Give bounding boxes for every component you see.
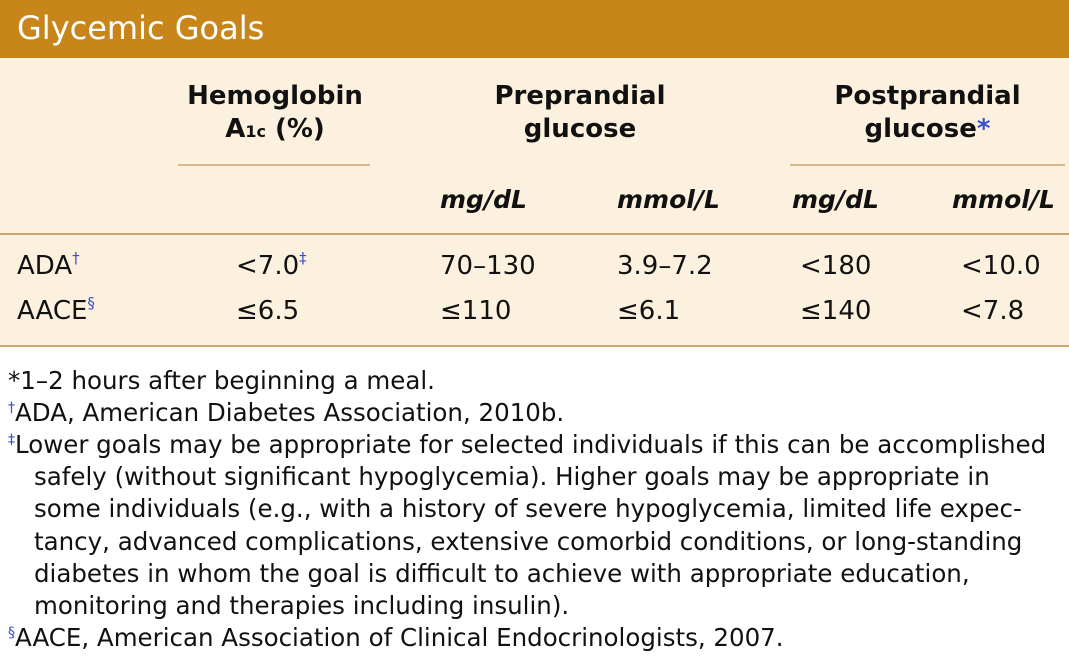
footnote-double-dagger (8, 430, 1046, 459)
cell-post-mmol: <10.0 (961, 251, 1041, 281)
footnote-line: safely (without significant hypoglycemia). Higher goals may be appropriate in (34, 462, 990, 491)
footnote-section-text: AACE, American Association of Clinical Endocrinologists, 2007. (15, 623, 784, 652)
footnote-line: some individuals (e.g., with a history of severe hypoglycemia, limited life expec- (34, 494, 1022, 523)
footnote-section-mark: § (8, 624, 15, 641)
header-hemoglobin (170, 80, 380, 148)
row-label (17, 296, 95, 326)
unit-pre-mg: mg/dL (440, 185, 527, 214)
unit-post-mg: mg/dL (792, 185, 879, 214)
row-label-text: ADA (17, 251, 73, 281)
footnote-line: diabetes in whom the goal is difficult to achieve with appropriate education, (34, 559, 970, 588)
footnote-line: tancy, advanced complications, extensive comorbid conditions, or long-standing (34, 527, 1023, 556)
header-preprandial (440, 80, 720, 146)
header-percent: (%) (265, 114, 325, 144)
cell-post-mg: ≤140 (800, 296, 872, 326)
footnote-double-dagger-line1: Lower goals may be appropriate for selected individuals if this can be accomplished (15, 430, 1047, 459)
dagger-mark: † (72, 249, 80, 267)
row-label (17, 251, 80, 281)
cell-pre-mg: 70–130 (440, 251, 536, 281)
title-bar (0, 0, 1069, 58)
footnote-double-dagger-mark: ‡ (8, 431, 15, 448)
cell-pre-mmol: ≤6.1 (617, 296, 681, 326)
cell-pre-mmol: 3.9–7.2 (617, 251, 713, 281)
header-postprandial-glucose: glucose (864, 114, 977, 144)
footnote-dagger (8, 398, 564, 427)
header-postprandial (790, 80, 1065, 146)
footnote-asterisk: *1–2 hours after beginning a meal. (8, 366, 435, 395)
header-body-divider (0, 233, 1069, 235)
section-mark: § (87, 294, 95, 312)
divider-postprandial (790, 164, 1065, 166)
header-postprandial-line1: Postprandial (834, 81, 1021, 111)
footnote-line: monitoring and therapies including insulin). (34, 591, 570, 620)
cell-pre-mg: ≤110 (440, 296, 512, 326)
cell-post-mg: <180 (800, 251, 872, 281)
row-label-text: AACE (17, 296, 88, 326)
header-hemoglobin-line2 (170, 113, 380, 148)
header-postprandial-line2 (790, 113, 1065, 146)
cell-hba1c-value: <7.0 (236, 251, 300, 281)
header-a: A (225, 114, 246, 144)
table-bottom-border (0, 345, 1069, 347)
double-dagger-mark: ‡ (299, 249, 307, 267)
header-preprandial-line2: glucose (523, 114, 637, 144)
footnote-dagger-text: ADA, American Diabetes Association, 2010b. (15, 398, 565, 427)
cell-hba1c: ≤6.5 (236, 296, 300, 326)
header-hemoglobin-line1: Hemoglobin (187, 81, 363, 111)
divider-hemoglobin (178, 164, 370, 166)
unit-pre-mmol: mmol/L (617, 185, 720, 214)
footnote-dagger-mark: † (8, 399, 15, 416)
header-a-subscript: 1c (245, 122, 266, 141)
cell-hba1c (236, 251, 307, 281)
asterisk-mark: * (976, 114, 991, 144)
header-preprandial-line1: Preprandial (494, 81, 666, 111)
unit-post-mmol: mmol/L (952, 185, 1055, 214)
footnote-section (8, 623, 784, 652)
table-title: Glycemic Goals (17, 9, 265, 47)
cell-post-mmol: <7.8 (961, 296, 1025, 326)
